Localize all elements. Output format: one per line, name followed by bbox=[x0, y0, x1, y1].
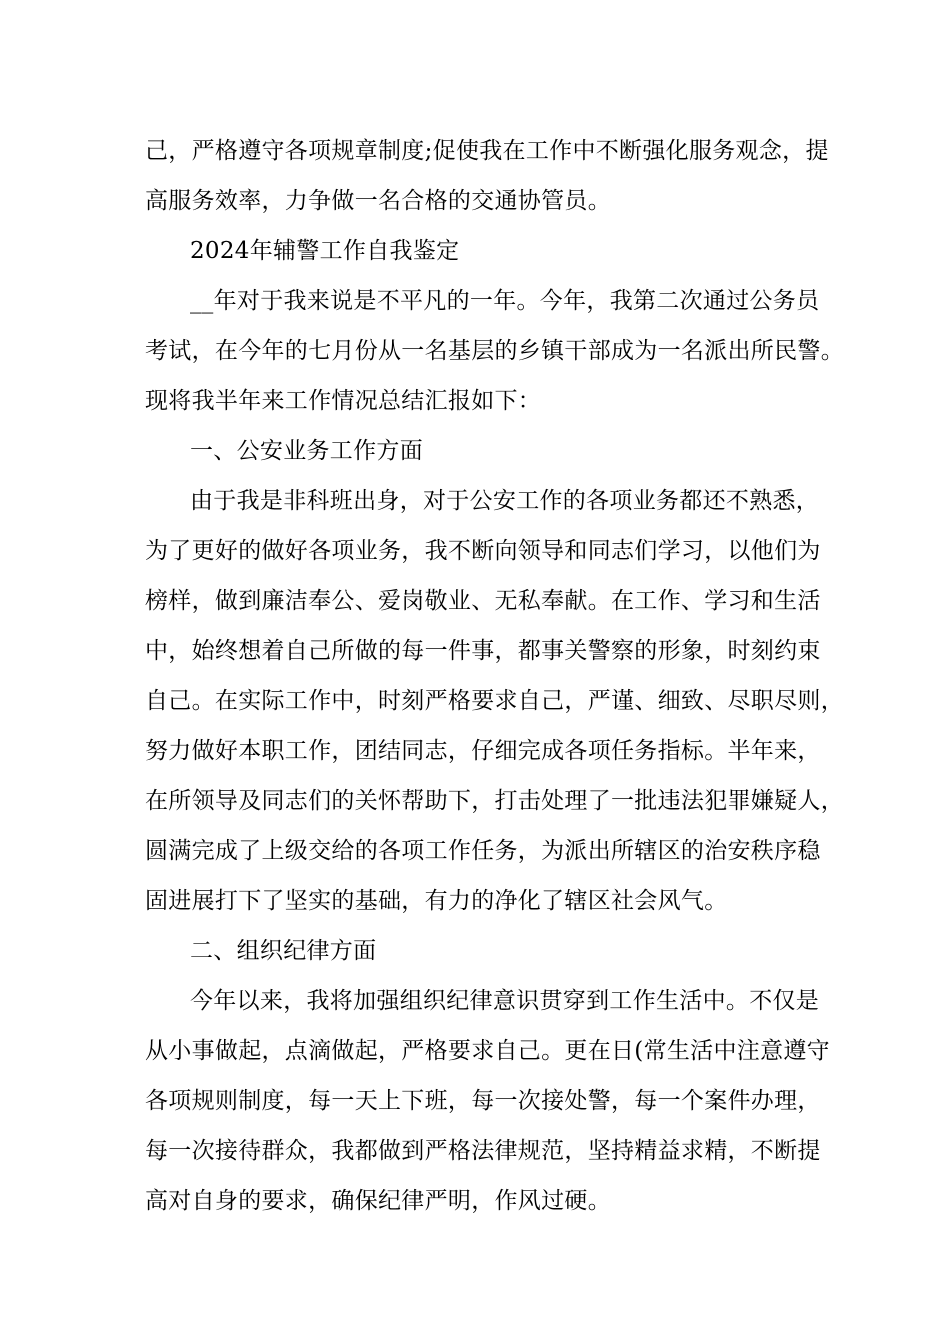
text-line: 榜样，做到廉洁奉公、爱岗敬业、无私奉献。在工作、学习和生活 bbox=[145, 588, 821, 614]
section-heading: 一、公安业务工作方面 bbox=[190, 438, 423, 464]
text-line: 高对自身的要求，确保纪律严明，作风过硬。 bbox=[145, 1188, 611, 1214]
text-line: 考试，在今年的七月份从一名基层的乡镇干部成为一名派出所民警。 bbox=[145, 338, 844, 364]
text-line: 努力做好本职工作，团结同志，仔细完成各项任务指标。半年来， bbox=[145, 738, 821, 764]
text-line: 由于我是非科班出身，对于公安工作的各项业务都还不熟悉， bbox=[190, 488, 820, 514]
section-title: 2024年辅警工作自我鉴定 bbox=[190, 238, 460, 264]
text-line: 高服务效率，力争做一名合格的交通协管员。 bbox=[145, 188, 611, 214]
text-line: 各项规则制度，每一天上下班，每一次接处警，每一个案件办理， bbox=[145, 1088, 821, 1114]
text-line: 己，严格遵守各项规章制度;促使我在工作中不断强化服务观念，提 bbox=[145, 138, 829, 164]
text-line: 自己。在实际工作中，时刻严格要求自己，严谨、细致、尽职尽则， bbox=[145, 688, 844, 714]
text-line: 在所领导及同志们的关怀帮助下，打击处理了一批违法犯罪嫌疑人， bbox=[145, 788, 844, 814]
section-heading: 二、组织纪律方面 bbox=[190, 938, 377, 964]
text-line: 圆满完成了上级交给的各项工作任务，为派出所辖区的治安秩序稳 bbox=[145, 838, 821, 864]
text-line: 为了更好的做好各项业务，我不断向领导和同志们学习，以他们为 bbox=[145, 538, 821, 564]
text-line: 固进展打下了坚实的基础，有力的净化了辖区社会风气。 bbox=[145, 888, 728, 914]
text-line: 每一次接待群众，我都做到严格法律规范，坚持精益求精，不断提 bbox=[145, 1138, 821, 1164]
text-line: 从小事做起，点滴做起，严格要求自己。更在日(常生活中注意遵守 bbox=[145, 1038, 830, 1064]
text-line: __年对于我来说是不平凡的一年。今年，我第二次通过公务员 bbox=[190, 288, 820, 314]
text-line: 现将我半年来工作情况总结汇报如下： bbox=[145, 388, 542, 414]
text-line: 中，始终想着自己所做的每一件事，都事关警察的形象，时刻约束 bbox=[145, 638, 821, 664]
text-line: 今年以来，我将加强组织纪律意识贯穿到工作生活中。不仅是 bbox=[190, 988, 820, 1014]
